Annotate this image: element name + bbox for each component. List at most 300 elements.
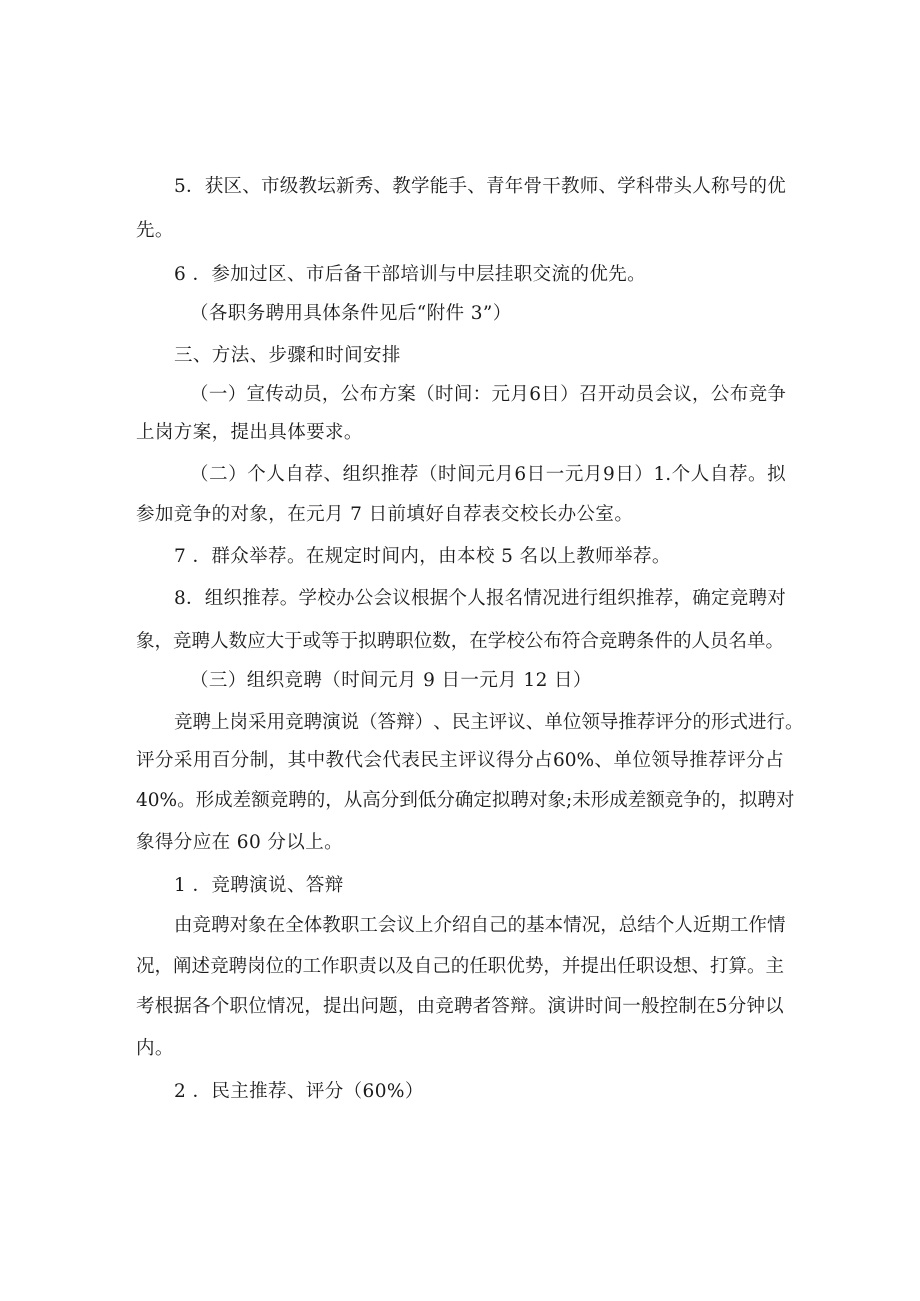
text-glyph: 作 bbox=[748, 915, 767, 936]
text-glyph: 教 bbox=[322, 915, 341, 936]
text-glyph: 优 bbox=[506, 956, 525, 977]
text-glyph: 拟 bbox=[738, 790, 758, 811]
text-glyph: 由 bbox=[416, 996, 436, 1017]
text-glyph: 自 bbox=[413, 956, 433, 977]
text-glyph: 聘 bbox=[191, 631, 211, 652]
text-glyph: 情 bbox=[767, 915, 786, 936]
text-glyph: 岗 bbox=[247, 956, 266, 977]
text-glyph: 召 bbox=[578, 384, 598, 405]
text-line: 7 ．群众举荐。在规定时间内，由本校 5 名以上教师举荐。 bbox=[174, 546, 671, 567]
text-glyph: 荐 bbox=[261, 588, 280, 609]
text-glyph: 个 bbox=[671, 464, 691, 485]
text-glyph: 的 bbox=[507, 915, 527, 936]
text-glyph: 根 bbox=[154, 996, 174, 1017]
text-glyph: 评 bbox=[136, 750, 155, 771]
text-glyph: 分 bbox=[673, 712, 693, 733]
text-glyph: 己 bbox=[489, 915, 508, 936]
text-glyph: 校 bbox=[317, 588, 336, 609]
text-glyph: 布 bbox=[359, 384, 379, 405]
text-glyph: 述 bbox=[191, 956, 211, 977]
text-glyph: 师 bbox=[579, 176, 599, 197]
text-glyph: 元 bbox=[564, 464, 584, 485]
text-glyph: 确 bbox=[692, 588, 711, 609]
text-glyph: 各 bbox=[192, 996, 211, 1017]
text-glyph: 分 bbox=[746, 750, 765, 771]
section-heading: 2 ．民主推荐、评分（60%） bbox=[174, 1081, 424, 1102]
text-glyph: 议 bbox=[477, 750, 496, 771]
text-glyph: 个 bbox=[247, 464, 266, 485]
text-glyph: 争 bbox=[683, 790, 702, 811]
text-glyph: 单 bbox=[747, 631, 766, 652]
text-glyph: 、 bbox=[433, 712, 452, 733]
text-glyph: 方 bbox=[378, 384, 397, 405]
text-glyph: 用 bbox=[266, 712, 286, 733]
text-glyph: 职 bbox=[635, 956, 655, 977]
text-glyph: 分 bbox=[230, 750, 250, 771]
text-glyph: 称 bbox=[711, 176, 730, 197]
text-glyph: 荐 bbox=[636, 712, 656, 733]
text-glyph: 办 bbox=[336, 588, 355, 609]
text-glyph: ， bbox=[321, 384, 341, 405]
text-glyph: 人 bbox=[674, 915, 693, 936]
text-glyph: 未 bbox=[572, 790, 591, 811]
text-glyph: 开 bbox=[597, 384, 617, 405]
text-glyph: 时 bbox=[584, 996, 604, 1017]
text-glyph: 时 bbox=[438, 464, 457, 485]
text-glyph: 织 bbox=[223, 588, 243, 609]
text-glyph: 职 bbox=[487, 956, 507, 977]
text-glyph: 件 bbox=[654, 631, 673, 652]
text-glyph: 成 bbox=[609, 790, 628, 811]
text-glyph: 青 bbox=[486, 176, 505, 197]
text-glyph: 百 bbox=[211, 750, 231, 771]
text-glyph: 形 bbox=[195, 790, 215, 811]
text-glyph: 绍 bbox=[451, 915, 471, 936]
text-glyph: 竞 bbox=[192, 915, 212, 936]
text-glyph: 议 bbox=[673, 384, 692, 405]
text-glyph: 体 bbox=[303, 915, 323, 936]
text-glyph: 形 bbox=[710, 712, 730, 733]
text-line: 象得分应在 60 分以上。 bbox=[136, 832, 344, 853]
section-heading: 三、方法、步骤和时间安排 bbox=[174, 345, 401, 366]
text-glyph: 人 bbox=[690, 464, 710, 485]
text-glyph: 进 bbox=[747, 712, 767, 733]
text-glyph: 公 bbox=[524, 631, 544, 652]
text-line bbox=[136, 748, 784, 774]
text-glyph: 荐 bbox=[304, 464, 323, 485]
text-glyph: 任 bbox=[469, 956, 488, 977]
text-glyph: 议 bbox=[392, 588, 411, 609]
text-glyph: 并 bbox=[561, 956, 581, 977]
text-glyph: 拟 bbox=[491, 790, 511, 811]
text-glyph: 争 bbox=[767, 384, 786, 405]
text-glyph: 、 bbox=[691, 956, 710, 977]
text-glyph: 年 bbox=[504, 176, 524, 197]
text-glyph: 基 bbox=[526, 915, 545, 936]
text-line: （各职务聘用具体条件见后“附件 3”） bbox=[190, 303, 512, 324]
text-line bbox=[174, 913, 786, 939]
text-glyph: ， bbox=[720, 790, 739, 811]
text-glyph: 骨 bbox=[523, 176, 543, 197]
text-glyph: 个 bbox=[448, 588, 468, 609]
text-glyph: 钟 bbox=[746, 996, 765, 1017]
text-glyph: 打 bbox=[709, 956, 729, 977]
text-glyph: 区 bbox=[223, 176, 243, 197]
text-glyph: 、 bbox=[467, 176, 486, 197]
text-glyph: 采 bbox=[173, 750, 193, 771]
text-glyph: 高 bbox=[362, 790, 381, 811]
text-line bbox=[174, 710, 804, 736]
text-glyph: 对 bbox=[775, 790, 795, 811]
text-glyph: 推 bbox=[618, 712, 637, 733]
text-glyph: 制 bbox=[249, 750, 269, 771]
text-glyph: 进 bbox=[561, 588, 580, 609]
text-glyph: 的 bbox=[450, 956, 470, 977]
text-glyph: 织 bbox=[617, 588, 636, 609]
text-glyph: 情 bbox=[266, 996, 286, 1017]
text-glyph: 公 bbox=[710, 384, 730, 405]
text-glyph: 控 bbox=[659, 996, 679, 1017]
text-line: 先。 bbox=[136, 220, 174, 241]
text-glyph: 。 bbox=[528, 996, 548, 1017]
text-glyph: 答 bbox=[377, 712, 397, 733]
text-glyph: 布 bbox=[543, 631, 562, 652]
text-glyph: 分 bbox=[515, 750, 534, 771]
text-glyph: ． bbox=[186, 176, 205, 197]
text-glyph: 以 bbox=[765, 996, 784, 1017]
text-glyph: 教 bbox=[298, 176, 318, 197]
text-glyph: 竞 bbox=[748, 384, 768, 405]
text-glyph: 得 bbox=[496, 750, 515, 771]
text-glyph: 教 bbox=[392, 176, 411, 197]
text-glyph: 议 bbox=[507, 712, 526, 733]
text-glyph: 领 bbox=[581, 712, 600, 733]
text-glyph: 等 bbox=[321, 631, 340, 652]
text-glyph: 会 bbox=[377, 915, 397, 936]
text-glyph: 6 bbox=[514, 464, 527, 485]
text-glyph: 作 bbox=[321, 956, 340, 977]
text-glyph: 符 bbox=[561, 631, 581, 652]
text-glyph: 说 bbox=[340, 712, 360, 733]
text-glyph: 5 bbox=[174, 176, 186, 197]
text-glyph: 民 bbox=[420, 750, 439, 771]
text-glyph: 定 bbox=[711, 588, 730, 609]
text-glyph: 市 bbox=[261, 176, 280, 197]
text-glyph: 评 bbox=[727, 750, 746, 771]
text-glyph: ： bbox=[472, 384, 492, 405]
text-glyph: ， bbox=[268, 750, 288, 771]
text-glyph: 其 bbox=[287, 750, 307, 771]
text-glyph: 月 bbox=[510, 384, 529, 405]
text-glyph: 时 bbox=[434, 384, 454, 405]
text-glyph: 况 bbox=[581, 915, 601, 936]
text-glyph: 自 bbox=[285, 464, 304, 485]
text-glyph: 5 bbox=[715, 996, 728, 1017]
text-glyph: 以 bbox=[376, 956, 396, 977]
text-glyph: 般 bbox=[640, 996, 660, 1017]
text-glyph: 评 bbox=[488, 712, 508, 733]
text-glyph: 低 bbox=[417, 790, 437, 811]
text-glyph: 评 bbox=[655, 712, 674, 733]
text-glyph: 名 bbox=[504, 588, 524, 609]
text-glyph: 采 bbox=[248, 712, 267, 733]
text-glyph: 提 bbox=[323, 996, 342, 1017]
text-glyph: 一 bbox=[545, 464, 565, 485]
text-glyph: 在 bbox=[266, 915, 286, 936]
text-glyph: 位 bbox=[248, 996, 267, 1017]
text-glyph: 元 bbox=[491, 384, 511, 405]
section-heading: 1 ．竞聘演说、答辩 bbox=[174, 875, 344, 896]
text-glyph: 主 bbox=[765, 956, 785, 977]
text-glyph: 竞 bbox=[173, 631, 192, 652]
text-glyph: 竞 bbox=[210, 956, 229, 977]
text-glyph: 算 bbox=[728, 956, 748, 977]
text-glyph: 竞 bbox=[664, 790, 684, 811]
text-glyph: ） bbox=[634, 464, 653, 485]
text-glyph: 象 bbox=[248, 915, 267, 936]
text-glyph: 员 bbox=[709, 631, 729, 652]
text-glyph: 日 bbox=[526, 464, 546, 485]
text-glyph: 况 bbox=[136, 956, 155, 977]
text-glyph: 分 bbox=[154, 750, 174, 771]
text-glyph: 民 bbox=[451, 712, 471, 733]
text-glyph: 日 bbox=[541, 384, 560, 405]
text-glyph: （ bbox=[416, 384, 435, 405]
text-glyph: 坛 bbox=[317, 176, 336, 197]
text-glyph: 对 bbox=[528, 790, 548, 811]
text-glyph: 的 bbox=[748, 176, 768, 197]
text-glyph: 聘 bbox=[228, 956, 248, 977]
text-glyph: 间 bbox=[453, 384, 473, 405]
text-glyph: 60% bbox=[552, 750, 595, 771]
text-glyph: 聘 bbox=[510, 790, 529, 811]
text-glyph: 题 bbox=[379, 996, 398, 1017]
text-line bbox=[174, 174, 786, 200]
text-glyph: 本 bbox=[544, 915, 564, 936]
text-glyph: ， bbox=[673, 588, 693, 609]
text-line: 参加竞争的对象，在元月 7 日前填好自荐表交校长办公室。 bbox=[136, 504, 634, 525]
text-glyph: 应 bbox=[247, 631, 266, 652]
text-glyph: 竞 bbox=[285, 712, 304, 733]
text-glyph: 辩 bbox=[396, 712, 415, 733]
text-glyph: 干 bbox=[542, 176, 561, 197]
text-glyph: 近 bbox=[692, 915, 712, 936]
text-glyph: 大 bbox=[265, 631, 285, 652]
text-line bbox=[190, 382, 786, 408]
text-glyph: 式 bbox=[729, 712, 748, 733]
text-glyph: 情 bbox=[563, 915, 582, 936]
text-glyph: 用 bbox=[192, 750, 212, 771]
text-line: 内。 bbox=[136, 1038, 174, 1059]
text-glyph: 报 bbox=[486, 588, 505, 609]
text-glyph: 动 bbox=[284, 384, 303, 405]
text-glyph: 问 bbox=[360, 996, 379, 1017]
text-glyph: 导 bbox=[599, 712, 619, 733]
text-glyph: 位 bbox=[413, 631, 433, 652]
text-glyph: 荐 bbox=[728, 464, 748, 485]
text-glyph: 合 bbox=[580, 631, 599, 652]
text-glyph: 于 bbox=[284, 631, 303, 652]
text-glyph: 优 bbox=[767, 176, 786, 197]
text-glyph: 学 bbox=[298, 588, 318, 609]
text-glyph: ， bbox=[450, 631, 470, 652]
text-glyph: 象 bbox=[136, 631, 155, 652]
text-line bbox=[136, 788, 795, 814]
text-glyph: 表 bbox=[401, 750, 420, 771]
text-glyph: 于 bbox=[339, 631, 359, 652]
text-glyph: 制 bbox=[678, 996, 697, 1017]
text-glyph: 。 bbox=[748, 464, 767, 485]
text-glyph: 根 bbox=[411, 588, 430, 609]
text-glyph: 。 bbox=[785, 712, 804, 733]
text-glyph: 领 bbox=[651, 750, 670, 771]
text-glyph: 科 bbox=[636, 176, 655, 197]
text-glyph: 对 bbox=[767, 588, 786, 609]
text-glyph: 额 bbox=[251, 790, 270, 811]
text-glyph: 8 bbox=[174, 588, 186, 609]
text-glyph: 、 bbox=[373, 176, 393, 197]
text-glyph: 案 bbox=[397, 384, 416, 405]
text-glyph: 、 bbox=[594, 750, 614, 771]
text-glyph: 个 bbox=[655, 915, 675, 936]
text-glyph: 推 bbox=[636, 588, 655, 609]
text-glyph: （ bbox=[190, 464, 209, 485]
text-glyph: 竞 bbox=[729, 588, 749, 609]
text-glyph: 象 bbox=[547, 790, 566, 811]
text-glyph: 想 bbox=[672, 956, 692, 977]
text-glyph: 中 bbox=[306, 750, 326, 771]
text-glyph: 日 bbox=[615, 464, 634, 485]
text-glyph: 学 bbox=[411, 176, 430, 197]
text-glyph: 月 bbox=[495, 464, 514, 485]
text-line bbox=[174, 586, 786, 612]
text-glyph: 演 bbox=[322, 712, 341, 733]
text-glyph: 组 bbox=[342, 464, 362, 485]
text-glyph: 的 bbox=[672, 631, 692, 652]
text-glyph: 己 bbox=[432, 956, 451, 977]
text-glyph: 差 bbox=[232, 790, 252, 811]
text-glyph: 的 bbox=[284, 956, 303, 977]
text-glyph: 荐 bbox=[708, 750, 727, 771]
text-glyph: ， bbox=[692, 384, 711, 405]
text-glyph: 阐 bbox=[173, 956, 192, 977]
text-glyph: 占 bbox=[765, 750, 784, 771]
text-glyph: ） bbox=[414, 712, 434, 733]
text-glyph: 荐 bbox=[399, 464, 419, 485]
text-glyph: 在 bbox=[469, 631, 488, 652]
text-glyph: 占 bbox=[534, 750, 553, 771]
text-glyph: 职 bbox=[229, 996, 249, 1017]
text-glyph: 任 bbox=[617, 956, 636, 977]
text-glyph: 竞 bbox=[174, 712, 193, 733]
text-glyph: 元 bbox=[476, 464, 495, 485]
text-glyph: 竞 bbox=[269, 790, 289, 811]
text-glyph: 者 bbox=[472, 996, 492, 1017]
text-glyph: 讲 bbox=[566, 996, 585, 1017]
text-glyph: ） bbox=[227, 384, 247, 405]
text-glyph: 位 bbox=[562, 712, 582, 733]
text-glyph: 及 bbox=[395, 956, 414, 977]
text-glyph: 聘 bbox=[211, 915, 230, 936]
text-glyph: ， bbox=[154, 956, 174, 977]
text-glyph: 评 bbox=[458, 750, 477, 771]
text-glyph: 单 bbox=[613, 750, 632, 771]
text-glyph: 上 bbox=[414, 915, 434, 936]
text-glyph: 代 bbox=[382, 750, 401, 771]
text-glyph: 间 bbox=[457, 464, 476, 485]
text-glyph: 二 bbox=[209, 464, 228, 485]
text-glyph: 期 bbox=[711, 915, 730, 936]
text-glyph: 员 bbox=[303, 384, 322, 405]
text-glyph: 。 bbox=[747, 956, 766, 977]
text-glyph: 宣 bbox=[246, 384, 266, 405]
text-glyph: ， bbox=[543, 956, 562, 977]
text-glyph: 出 bbox=[598, 956, 618, 977]
text-glyph: 工 bbox=[729, 915, 749, 936]
text-glyph: 校 bbox=[506, 631, 525, 652]
text-glyph: 聘 bbox=[757, 790, 776, 811]
text-glyph: （ bbox=[418, 464, 438, 485]
text-glyph: 拟 bbox=[358, 631, 377, 652]
text-glyph: 一 bbox=[622, 996, 641, 1017]
text-glyph: 人 bbox=[692, 176, 711, 197]
text-glyph: 组 bbox=[598, 588, 618, 609]
text-glyph: 教 bbox=[561, 176, 580, 197]
text-glyph: 聘 bbox=[453, 996, 473, 1017]
text-glyph: 差 bbox=[627, 790, 647, 811]
text-glyph: 据 bbox=[429, 588, 449, 609]
text-glyph: 人 bbox=[210, 631, 229, 652]
text-glyph: 员 bbox=[635, 384, 655, 405]
text-glyph: 。 bbox=[177, 790, 196, 811]
text-glyph: ; bbox=[565, 790, 573, 811]
text-glyph: 单 bbox=[544, 712, 563, 733]
text-glyph: 况 bbox=[542, 588, 561, 609]
text-glyph: 、 bbox=[525, 712, 545, 733]
text-glyph: 出 bbox=[341, 996, 361, 1017]
text-glyph: 个 bbox=[210, 996, 230, 1017]
text-glyph: 全 bbox=[285, 915, 304, 936]
text-glyph: 在 bbox=[697, 996, 716, 1017]
text-glyph: 由 bbox=[174, 915, 193, 936]
text-glyph: 月 bbox=[583, 464, 603, 485]
text-glyph: 带 bbox=[654, 176, 674, 197]
text-glyph: 人 bbox=[467, 588, 486, 609]
text-glyph: 人 bbox=[691, 631, 710, 652]
text-glyph: ） bbox=[228, 464, 247, 485]
text-glyph: 位 bbox=[632, 750, 651, 771]
text-line bbox=[136, 994, 784, 1020]
text-glyph: 的 bbox=[701, 790, 721, 811]
text-glyph: 荐 bbox=[654, 588, 674, 609]
text-glyph: 手 bbox=[448, 176, 468, 197]
text-glyph: 竞 bbox=[598, 631, 618, 652]
text-glyph: 情 bbox=[523, 588, 543, 609]
text-glyph: 聘 bbox=[617, 631, 636, 652]
text-glyph: ， bbox=[397, 996, 417, 1017]
text-line: 上岗方案，提出具体要求。 bbox=[136, 422, 363, 443]
text-glyph: 数 bbox=[228, 631, 248, 652]
text-glyph: 推 bbox=[380, 464, 400, 485]
text-glyph: 提 bbox=[580, 956, 599, 977]
text-glyph: 势 bbox=[524, 956, 544, 977]
text-glyph: 答 bbox=[491, 996, 510, 1017]
text-glyph: 分 bbox=[727, 996, 747, 1017]
text-glyph: 介 bbox=[433, 915, 452, 936]
text-glyph: ， bbox=[600, 915, 619, 936]
text-line: （三）组织竞聘（时间元月 9 日一元月 12 日） bbox=[190, 670, 592, 691]
text-glyph: 会 bbox=[654, 384, 673, 405]
